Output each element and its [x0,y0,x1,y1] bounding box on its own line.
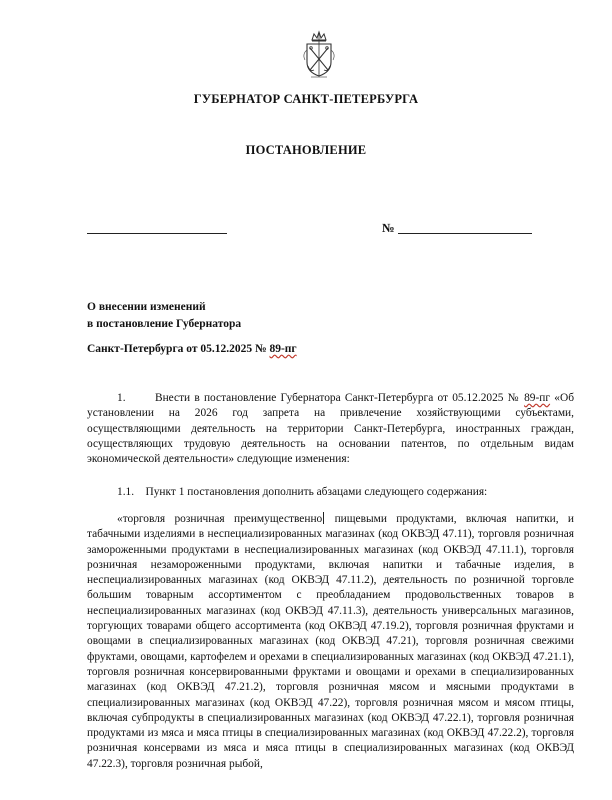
paragraph-2-text: 1.1. Пункт 1 постановления дополнить абзацами следующего содержания: [117,486,488,498]
title-line-3 [87,341,297,358]
date-blank-line [87,232,227,234]
authority-heading: ГУБЕРНАТОР САНКТ-ПЕТЕРБУРГА [193,92,419,106]
title-line-3-number: 89-пг [269,343,297,355]
paragraph-3 [87,512,574,772]
number-blank-line [398,232,532,234]
paragraph-3-body: пищевыми продуктами, включая напитки, и табачными изделиями в неспециализированных магазинах (код ОКВЭД 47.11), торговля розничная замороженными продуктами в неспециализированных магазинах (код ОКВЭД 47.11.1), торговля розничная незамороженными продуктами, включая напитки и табачные изделия, в неспециализированных магазинах (код ОКВЭД 47.11.2), деятельность по розничной торговле большим товарным ассортиментом с преобладанием продовольственных товаров в неспециализированных магазинах (код ОКВЭД 47.11.3), деятельность универсальных магазинов, торгующих товарами общего ассортимента (код ОКВЭД 47.19.2), торговля розничная фруктами и овощами в специализированных магазинах (код ОКВЭД 47.21), торговля розничная свежими фруктами, овощами, картофелем и орехами в специализированных магазинах (код ОКВЭД 47.21.1), торговля розничная консервированными фруктами и овощами и орехами в специализированных магазинах (код ОКВЭД 47.21.2), торговля розничная мясом и мясными продуктами в специализированных магазинах (код ОКВЭД 47.22), торговля розничная мясом и мясом птицы, включая субпродукты в специализированных магазинах (код ОКВЭД 47.22.1), торговля розничная продуктами из мяса и мяса птицы в специализированных магазинах (код ОКВЭД 47.22.2), торговля розничная консервами из мяса и мяса птицы в специализированных магазинах (код ОКВЭД 47.22.3), торговля розничная рыбой, [87,513,575,770]
title-line-3-prefix: Санкт-Петербурга от 05.12.2025 № [87,343,270,355]
paragraph-2 [87,485,574,500]
spb-coat-of-arms-icon [301,30,337,82]
paragraph-3-start: «торговля розничная преимущественно [117,513,323,525]
number-sign: № [382,221,395,235]
document-type-heading: ПОСТАНОВЛЕНИЕ [245,143,367,157]
title-line-1: О внесении изменений [87,301,206,313]
title-line-2: в постановление Губернатора [87,318,242,330]
paragraph-1 [87,391,574,467]
paragraph-1-number: 89-пг [524,392,551,404]
document-title [87,299,241,333]
paragraph-1-rest: «Об установлении на 2026 год запрета на привлечение хозяйствующими субъектами, осуществляющими деятельность на территории Санкт-Петербурга, иностранных граждан, осуществляющих трудовую деятельность на основании патентов, по отдельным видам экономической деятельности» следующие изменения: [87,392,574,466]
paragraph-1-prefix: 1. Внести в постановление Губернатора Санкт-Петербурга от 05.12.2025 № [117,392,525,404]
